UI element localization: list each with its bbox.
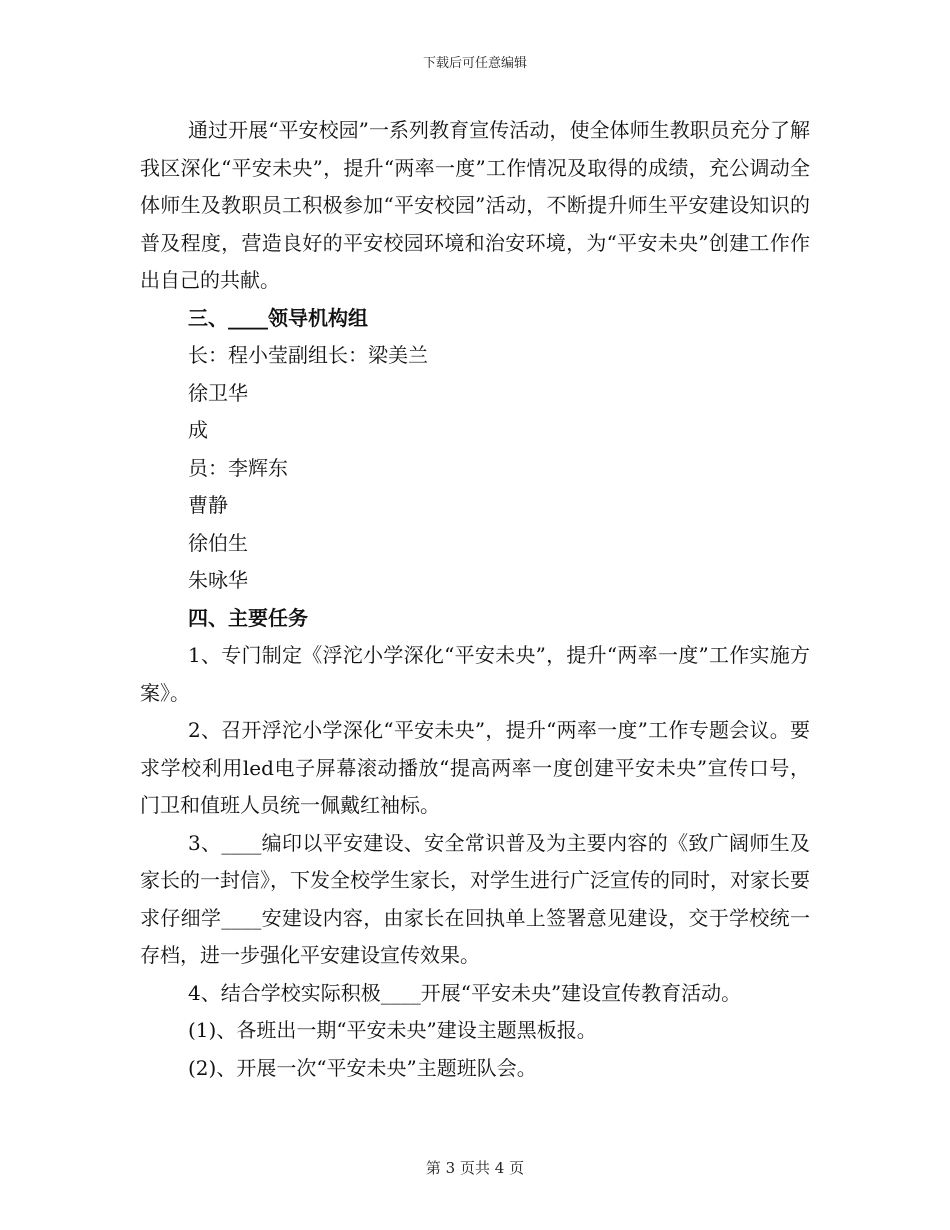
page-footer: 第 3 页共 4 页 bbox=[425, 1159, 525, 1177]
leader-line-6: 徐伯生 bbox=[188, 530, 248, 555]
intro-paragraph: 通过开展“平安校园”一系列教育宣传活动，使全体师生教职员充分了解我区深化“平安未央”，提升“两率一度”工作情况及取得的成绩，充公调动全体师生及教职员工积极参加“平安校园”活动，不断提升师生平安建设知识的普及程度，营造良好的平安校园环境和治安环境，为“平安未央”创建工作作出自己的共献。 bbox=[140, 118, 810, 292]
page-header: 下载后可任意编辑 bbox=[422, 56, 527, 71]
subitem-1: (1)、各班出一期“平安未央”建设主题黑板报。 bbox=[188, 1018, 597, 1042]
leader-line-5: 曹静 bbox=[188, 493, 228, 517]
section-3-heading: 三、____领导机构组 bbox=[188, 305, 368, 330]
subitem-2: (2)、开展一次“平安未央”主题班队会。 bbox=[188, 1055, 537, 1080]
task-1: 1、专门制定《浮沱小学深化“平安未央”，提升“两率一度”工作实施方案》。 bbox=[140, 643, 810, 705]
task-3: 3、____编印以平安建设、安全常识普及为主要内容的《致广阔师生及家长的一封信》，下发全校学生家长，对学生进行广泛宣传的同时，对家长要求仔细学____安建设内容，由家长在回执单上签署意见建设，交于学校统一存档，进一步强化平安建设宣传效果。 bbox=[140, 830, 810, 967]
leader-line-7: 朱咏华 bbox=[188, 568, 248, 592]
task-2: 2、召开浮沱小学深化“平安未央”，提升“两率一度”工作专题会议。要求学校利用led电子屏幕滚动播放“提高两率一度创建平安未央”宣传口号，门卫和值班人员统一佩戴红袖标。 bbox=[140, 718, 810, 817]
leader-line-1: 长：程小莹副组长：梁美兰 bbox=[188, 343, 428, 367]
section-4-heading: 四、主要任务 bbox=[188, 605, 308, 630]
task-4: 4、结合学校实际积极____开展“平安未央”建设宣传教育活动。 bbox=[188, 980, 742, 1005]
leader-line-3: 成 bbox=[188, 418, 208, 442]
leader-line-4: 员：李辉东 bbox=[188, 455, 288, 480]
leader-line-2: 徐卫华 bbox=[188, 380, 248, 405]
document-body bbox=[140, 112, 810, 1087]
